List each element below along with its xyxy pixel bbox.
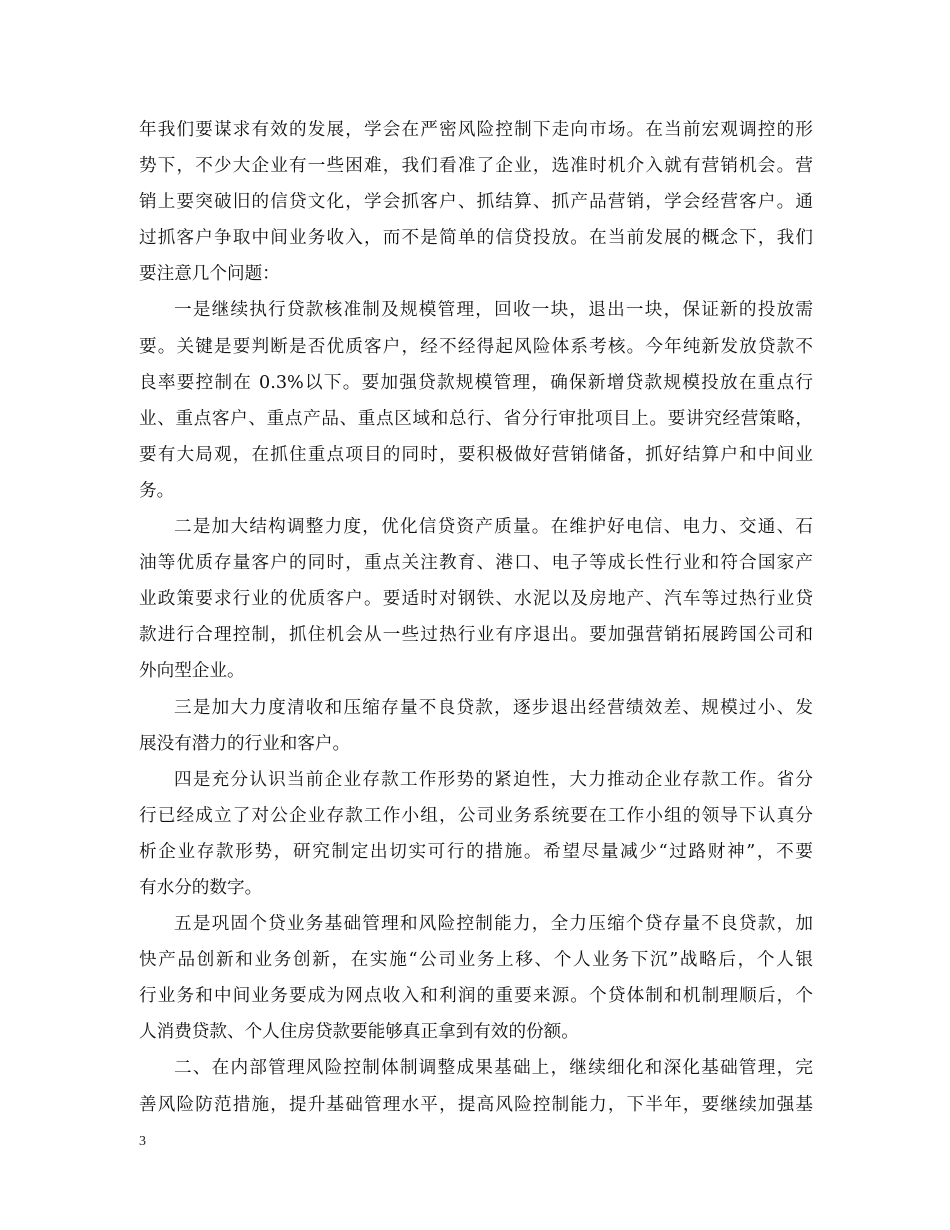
page-number: 3 bbox=[139, 1134, 146, 1149]
text-line: 油等优质存量客户的同时，重点关注教育、港口、电子等成长性行业和符合国家产 bbox=[139, 553, 813, 574]
text-line: 务。 bbox=[139, 480, 175, 501]
text-line: 良率要控制在 0.3%以下。要加强贷款规模管理，确保新增贷款规模投放在重点行 bbox=[139, 372, 813, 393]
text-line: 势下，不少大企业有一些困难，我们看准了企业，选准时机介入就有营销机会。营 bbox=[139, 156, 813, 177]
text-line: 二是加大结构调整力度，优化信贷资产质量。在维护好电信、电力、交通、石 bbox=[174, 517, 813, 538]
body-text bbox=[139, 112, 813, 1123]
text-line: 行已经成立了对公企业存款工作小组，公司业务系统要在工作小组的领导下认真分 bbox=[139, 805, 813, 826]
text-line: 一是继续执行贷款核准制及规模管理，回收一块，退出一块，保证新的投放需 bbox=[174, 300, 813, 321]
text-line: 快产品创新和业务创新，在实施“公司业务上移、个人业务下沉”战略后，个人银 bbox=[139, 950, 813, 971]
text-line: 三是加大力度清收和压缩存量不良贷款，逐步退出经营绩效差、规模过小、发 bbox=[174, 697, 813, 718]
text-line: 二、在内部管理风险控制体制调整成果基础上，继续细化和深化基础管理，完 bbox=[174, 1058, 813, 1079]
text-line: 善风险防范措施，提升基础管理水平，提高风险控制能力，下半年，要继续加强基 bbox=[139, 1094, 813, 1115]
text-line: 过抓客户争取中间业务收入，而不是简单的信贷投放。在当前发展的概念下，我们 bbox=[139, 228, 813, 249]
text-line: 款进行合理控制，抓住机会从一些过热行业有序退出。要加强营销拓展跨国公司和 bbox=[139, 625, 813, 646]
text-line: 业、重点客户、重点产品、重点区域和总行、省分行审批项目上。要讲究经营策略， bbox=[139, 408, 813, 429]
text-line: 人消费贷款、个人住房贷款要能够真正拿到有效的份额。 bbox=[139, 1022, 579, 1043]
text-line: 销上要突破旧的信贷文化，学会抓客户、抓结算、抓产品营销，学会经营客户。通 bbox=[139, 192, 813, 213]
text-line: 展没有潜力的行业和客户。 bbox=[139, 733, 351, 754]
text-line: 要。关键是要判断是否优质客户，经不经得起风险体系考核。今年纯新发放贷款不 bbox=[139, 336, 813, 357]
text-line: 四是充分认识当前企业存款工作形势的紧迫性，大力推动企业存款工作。省分 bbox=[174, 769, 813, 790]
text-line: 有水分的数字。 bbox=[139, 877, 263, 898]
text-line: 行业务和中间业务要成为网点收入和利润的重要来源。个贷体制和机制理顺后，个 bbox=[139, 986, 813, 1007]
text-line: 外向型企业。 bbox=[139, 661, 245, 682]
text-line: 五是巩固个贷业务基础管理和风险控制能力，全力压缩个贷存量不良贷款，加 bbox=[174, 914, 813, 935]
text-line: 业政策要求行业的优质客户。要适时对钢铁、水泥以及房地产、汽车等过热行业贷 bbox=[139, 589, 813, 610]
text-line: 要有大局观，在抓住重点项目的同时，要积极做好营销储备，抓好结算户和中间业 bbox=[139, 444, 813, 465]
text-line: 析企业存款形势，研究制定出切实可行的措施。希望尽量减少“过路财神”，不要 bbox=[139, 841, 813, 862]
text-line: 要注意几个问题： bbox=[139, 264, 280, 285]
text-line: 年我们要谋求有效的发展，学会在严密风险控制下走向市场。在当前宏观调控的形 bbox=[139, 120, 813, 140]
